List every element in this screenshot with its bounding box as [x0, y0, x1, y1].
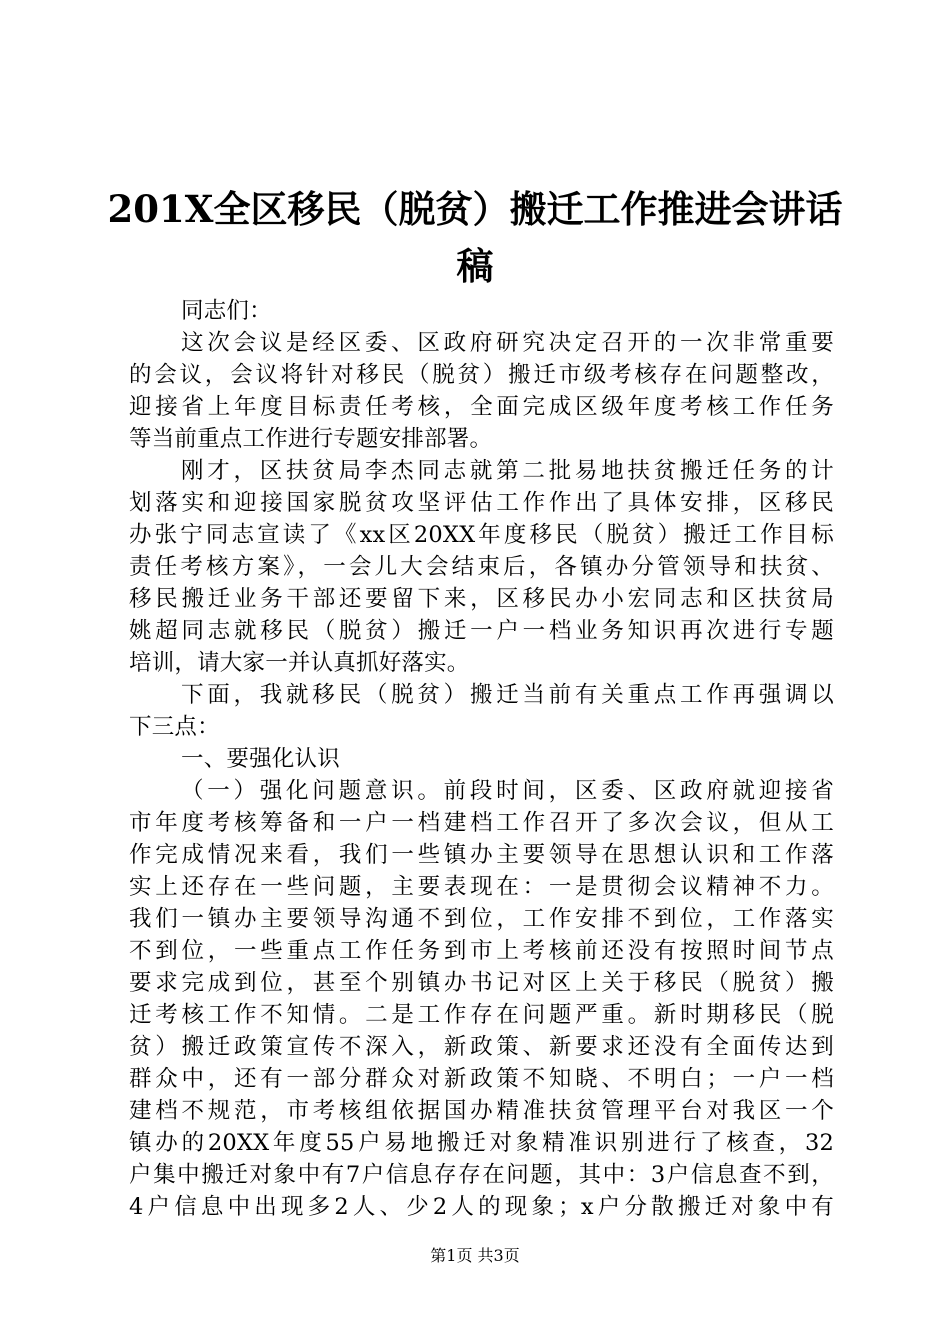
paragraph-line: 4户信息中出现多2人、少2人的现象；x户分散搬迁对象中有: [129, 1194, 834, 1220]
paragraph-line: 作完成情况来看，我们一些镇办主要领导在思想认识和工作落: [129, 842, 834, 868]
paragraph-line: 培训，请大家一并认真抓好落实。: [129, 650, 470, 676]
salutation: 同志们：: [181, 298, 272, 324]
paragraph-line: 的会议，会议将针对移民（脱贫）搬迁市级考核存在问题整改，: [129, 362, 834, 388]
page-footer: 第1页 共3页: [430, 1246, 520, 1265]
paragraph-line: 移民搬迁业务干部还要留下来，区移民办小宏同志和区扶贫局: [129, 586, 834, 612]
paragraph-line: 贫）搬迁政策宣传不深入，新政策、新要求还没有全面传达到: [129, 1034, 834, 1060]
paragraph-line: 姚超同志就移民（脱贫）搬迁一户一档业务知识再次进行专题: [129, 618, 834, 644]
paragraph-line: 等当前重点工作进行专题安排部署。: [129, 426, 493, 452]
paragraph-line: 建档不规范，市考核组依据国办精准扶贫管理平台对我区一个: [129, 1098, 834, 1124]
document-body: [129, 295, 834, 1223]
paragraph-line: 户集中搬迁对象中有7户信息存存在问题，其中：3户信息查不到，: [129, 1162, 834, 1188]
paragraph-line: 迎接省上年度目标责任考核，全面完成区级年度考核工作任务: [129, 394, 834, 420]
paragraph-line: 办张宁同志宣读了《xx区20XX年度移民（脱贫）搬迁工作目标: [129, 522, 834, 548]
paragraph-line: 划落实和迎接国家脱贫攻坚评估工作作出了具体安排，区移民: [129, 490, 834, 516]
paragraph-line: 迁考核工作不知情。二是工作存在问题严重。新时期移民（脱: [129, 1002, 834, 1028]
paragraph-line: 下三点：: [129, 714, 220, 740]
paragraph-line: 刚才，区扶贫局李杰同志就第二批易地扶贫搬迁任务的计: [181, 458, 834, 484]
paragraph-line: 要求完成到位，甚至个别镇办书记对区上关于移民（脱贫）搬: [129, 970, 834, 996]
document-title-line-1: 201X全区移民（脱贫）搬迁工作推进会讲话: [107, 187, 843, 231]
paragraph-line: 群众中，还有一部分群众对新政策不知晓、不明白；一户一档: [129, 1066, 834, 1092]
paragraph-line: 实上还存在一些问题，主要表现在：一是贯彻会议精神不力。: [129, 874, 834, 900]
paragraph-line: 我们一镇办主要领导沟通不到位，工作安排不到位，工作落实: [129, 906, 834, 932]
paragraph-line: 镇办的20XX年度55户易地搬迁对象精准识别进行了核查，32: [129, 1130, 834, 1156]
paragraph-line: 下面，我就移民（脱贫）搬迁当前有关重点工作再强调以: [181, 682, 834, 708]
document-title-line-2: 稿: [456, 244, 494, 288]
section-heading: 一、要强化认识: [181, 746, 340, 772]
paragraph-line: 不到位，一些重点工作任务到市上考核前还没有按照时间节点: [129, 938, 834, 964]
paragraph-line: 这次会议是经区委、区政府研究决定召开的一次非常重要: [181, 330, 834, 356]
paragraph-line: （一）强化问题意识。前段时间，区委、区政府就迎接省: [181, 778, 834, 804]
paragraph-line: 责任考核方案》，一会儿大会结束后，各镇办分管领导和扶贫、: [129, 554, 834, 580]
paragraph-line: 市年度考核筹备和一户一档建档工作召开了多次会议，但从工: [129, 810, 834, 836]
